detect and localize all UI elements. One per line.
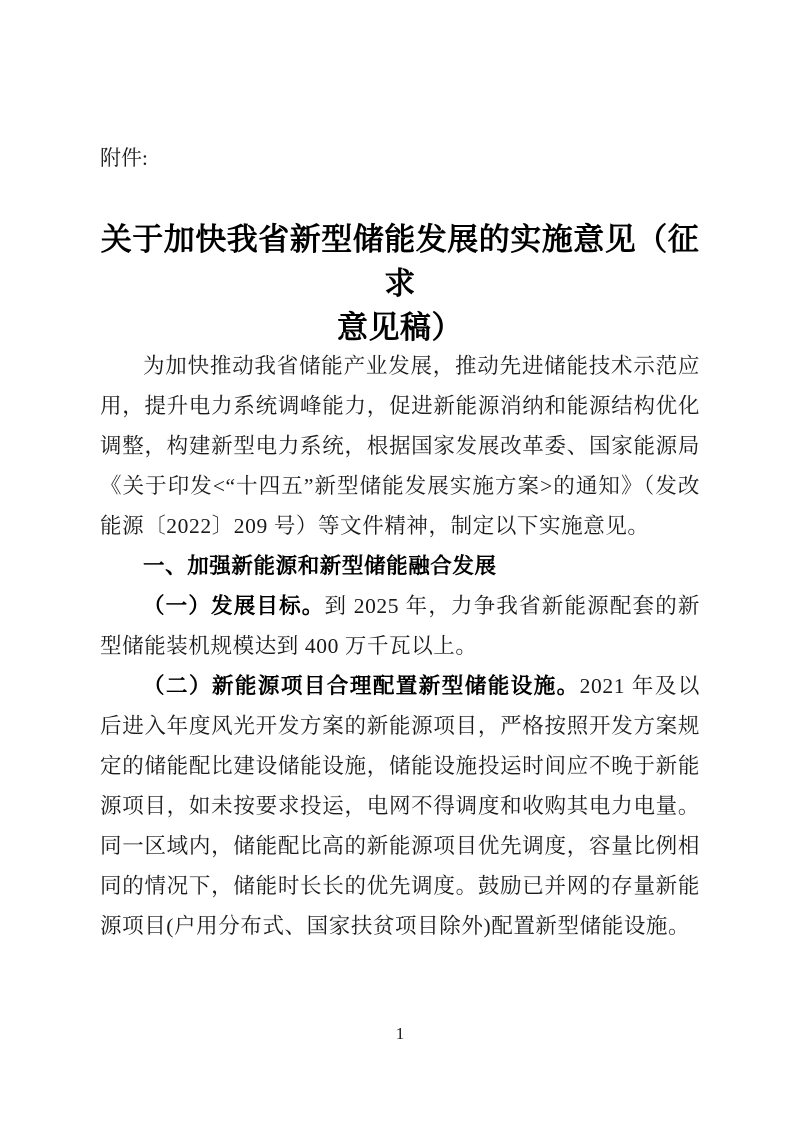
item-2-text: 2021 年及以后进入年度风光开发方案的新能源项目，严格按照开发方案规定的储能配比建设储能设施，储能设施投运时间应不晚于新能源项目，如未按要求投运，电网不得调度和收购其电力电量。同一区域内，储能配比高的新能源项目优先调度，容量比例相同的情况下，储能时长长的优先调度。鼓励已并网的存量新能源项目(户用分布式、国家扶贫项目除外)配置新型储能设施。 [100,674,700,938]
item-2-paragraph [100,666,700,946]
document-body [100,346,700,946]
item-2-lead: （二）新能源项目合理配置新型储能设施。 [143,674,580,698]
item-1-lead: （一）发展目标。 [143,594,325,618]
document-title-line2: 意见稿） [337,310,463,345]
item-1-text: 到 2025 年，力争我省新能源配套的新型储能装机规模达到 400 万千瓦以上。 [100,594,700,658]
intro-paragraph: 为加快推动我省储能产业发展，推动先进储能技术示范应用，提升电力系统调峰能力，促进新能源消纳和能源结构优化调整，构建新型电力系统，根据国家发展改革委、国家能源局《关于印发<“十四五”新型储能发展实施方案>的通知》（发改能源〔2022〕209 号）等文件精神，制定以下实施意见。 [100,354,700,538]
document-title [100,218,700,350]
section-1-heading: 一、加强新能源和新型储能融合发展 [143,554,497,578]
document-title-line1: 关于加快我省新型储能发展的实施意见（征求 [100,222,700,301]
page-number: 1 [395,1024,405,1043]
attachment-label: 附件: [100,146,148,170]
item-1-paragraph [100,586,700,666]
